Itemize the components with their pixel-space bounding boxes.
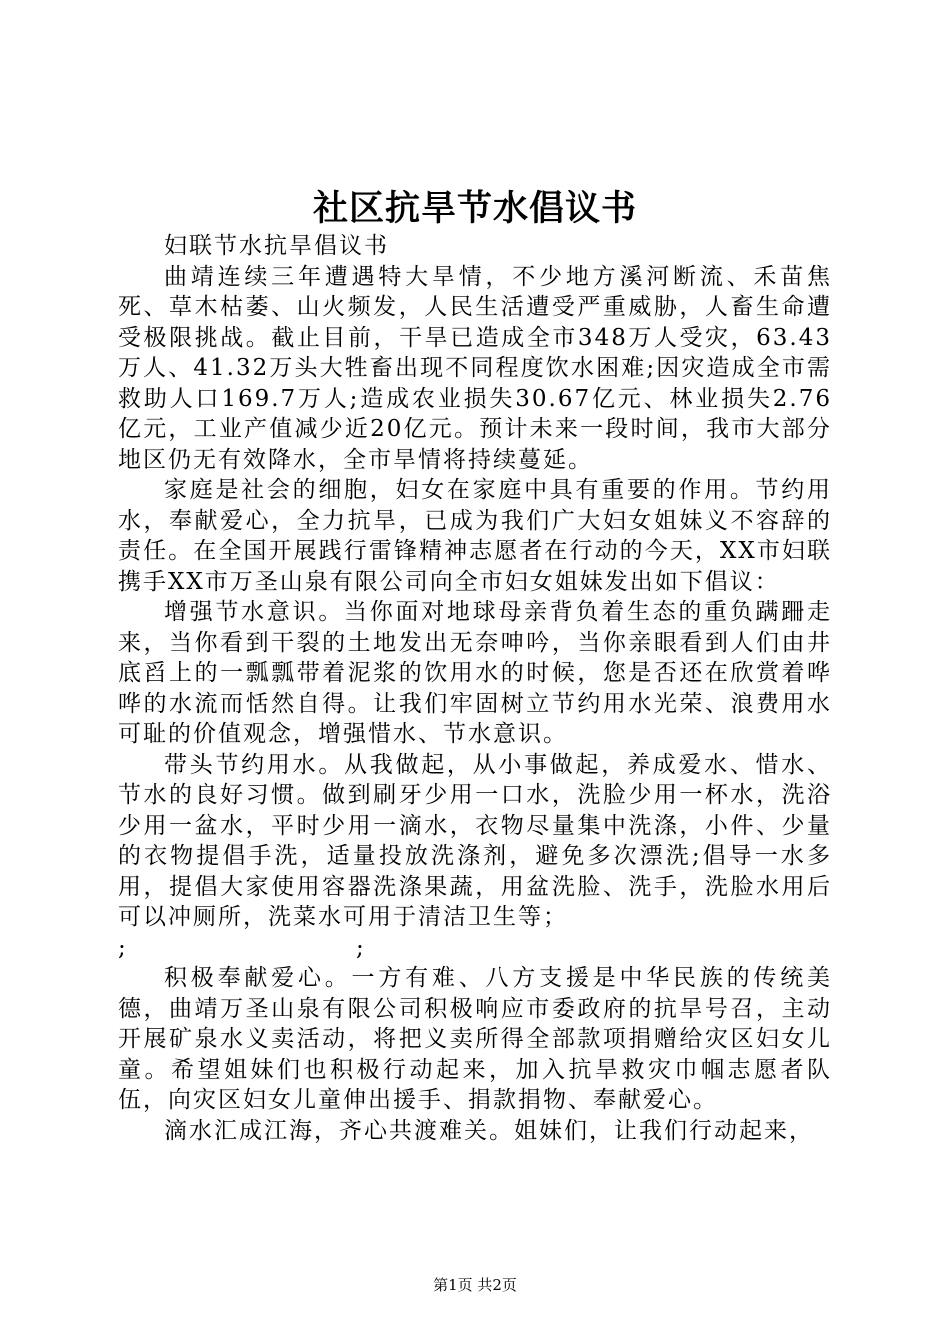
stray-semicolon: ; <box>356 934 366 961</box>
paragraph-drought-situation: 曲靖连续三年遭遇特大旱情，不少地方溪河断流、禾苗焦死、草木枯萎、山火频发，人民生活遭受严重威胁，人畜生命遭受极限挑战。截止目前，干旱已造成全市348万人受灾，63.43万人、41.32万头大牲畜出现不同程度饮水困难;因灾造成全市需救助人口169.7万人;造成农业损失30.67亿元、林业损失2.76亿元，工业产值减少近20亿元。预计未来一段时间，我市大部分地区仍无有效降水，全市旱情将持续蔓延。 <box>118 263 832 473</box>
stray-semicolon-line <box>118 933 832 964</box>
paragraph-save-water: 带头节约用水。从我做起，从小事做起，养成爱水、惜水、节水的良好习惯。做到刷牙少用一口水，洗脸少用一杯水，洗浴少用一盆水，平时少用一滴水，衣物尽量集中洗涤，小件、少量的衣物提倡手洗，适量投放洗涤剂，避免多次漂洗;倡导一水多用，提倡大家使用容器洗涤果蔬，用盆洗脸、洗手，洗脸水用后可以冲厕所，洗菜水可用于清洁卫生等； <box>118 751 832 930</box>
stray-semicolon: ; <box>118 934 128 961</box>
paragraph-devote-love: 积极奉献爱心。一方有难、八方支援是中华民族的传统美德，曲靖万圣山泉有限公司积极响应市委政府的抗旱号召，主动开展矿泉水义卖活动，将把义卖所得全部款项捐赠给灾区妇女儿童。希望姐妹们也积极行动起来，加入抗旱救灾巾帼志愿者队伍，向灾区妇女儿童伸出援手、捐款捐物、奉献爱心。 <box>118 965 832 1113</box>
paragraph-water-awareness: 增强节水意识。当你面对地球母亲背负着生态的重负蹒跚走来，当你看到干裂的土地发出无奈呻吟，当你亲眼看到人们由井底舀上的一瓢瓢带着泥浆的饮用水的时候，您是否还在欣赏着哗哗的水流而恬然自得。让我们牢固树立节约用水光荣、浪费用水可耻的价值观念，增强惜水、节水意识。 <box>118 599 832 747</box>
paragraph-family-role: 家庭是社会的细胞，妇女在家庭中具有重要的作用。节约用水，奉献爱心，全力抗旱，已成为我们广大妇女姐妹义不容辞的责任。在全国开展践行雷锋精神志愿者在行动的今天，XX市妇联携手XX市万圣山泉有限公司向全市妇女姐妹发出如下倡议： <box>118 477 832 595</box>
document-title: 社区抗旱节水倡议书 <box>312 188 637 229</box>
document-body <box>118 231 832 1146</box>
document-subtitle: 妇联节水抗旱倡议书 <box>164 233 389 259</box>
paragraph-closing: 滴水汇成江海，齐心共渡难关。姐妹们，让我们行动起来， <box>164 1117 814 1144</box>
page-footer: 第1页 共2页 <box>433 1276 517 1294</box>
